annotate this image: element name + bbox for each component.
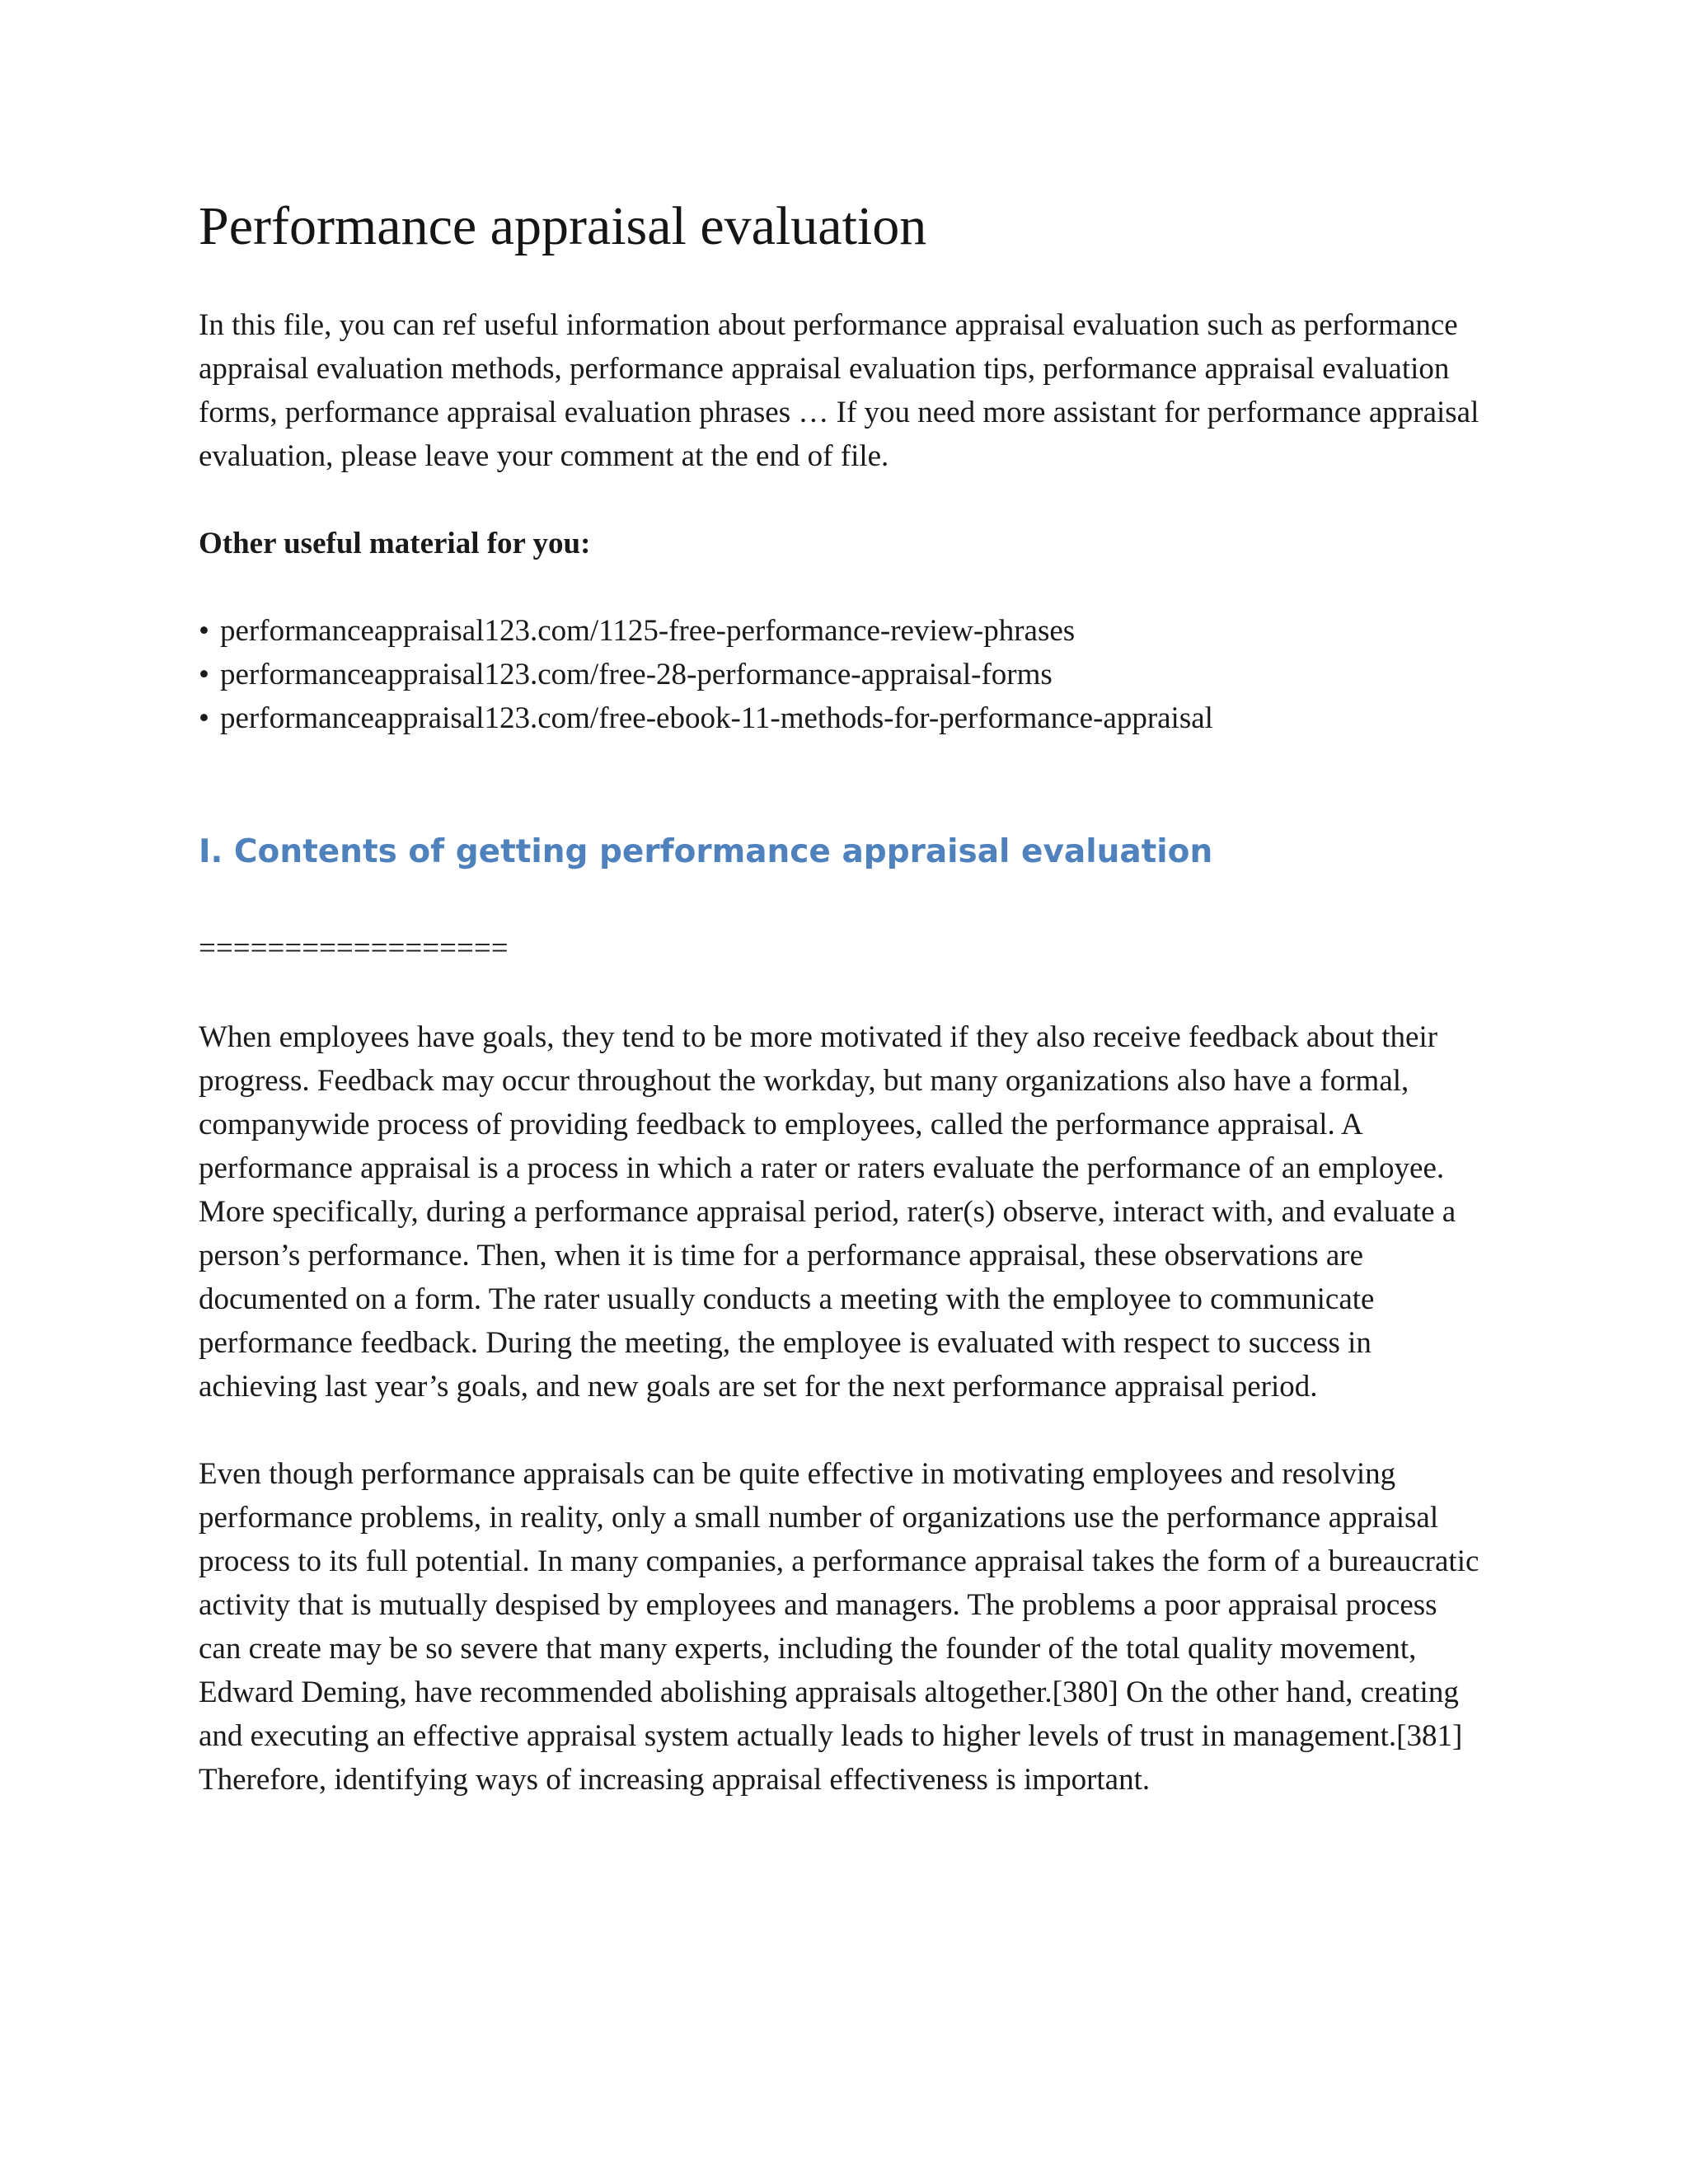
- body-paragraph-1: When employees have goals, they tend to be more motivated if they also receive feedback about their progress. Feedback may occur throughout the workday, but many organizations also have a formal, companywide process of providing feedback to employees, called the performance appraisal. A performance appraisal is a process in which a rater or raters evaluate the performance of an employee. More specifically, during a performance appraisal period, rater(s) observe, interact with, and evaluate a person’s performance. Then, when it is time for a performance appraisal, these observations are documented on a form. The rater usually conducts a meeting with the employee to communicate performance feedback. During the meeting, the employee is evaluated with respect to success in achieving last year’s goals, and new goals are set for the next performance appraisal period.: [199, 1020, 1456, 1404]
- intro-paragraph: In this file, you can ref useful information about performance appraisal evaluation such as performance appraisal evaluation methods, performance appraisal evaluation tips, performance appraisal evaluation forms, performance appraisal evaluation phrases … If you need more assistant for performance appraisal evaluation, please leave your comment at the end of file.: [199, 308, 1479, 473]
- other-material-heading: Other useful material for you:: [199, 527, 591, 560]
- link-text: performanceappraisal123.com/free-ebook-11-methods-for-performance-appraisal: [220, 701, 1213, 735]
- bullet-icon: •: [199, 701, 209, 735]
- document-content: [199, 191, 1484, 1845]
- bullet-icon: •: [199, 614, 209, 648]
- list-item: [199, 609, 1484, 653]
- document-title: Performance appraisal evaluation: [199, 196, 927, 256]
- list-item: [199, 653, 1484, 696]
- section-heading: I. Contents of getting performance appraisal evaluation: [199, 833, 1213, 870]
- link-text: performanceappraisal123.com/1125-free-performance-review-phrases: [220, 614, 1076, 648]
- body-paragraph-2: Even though performance appraisals can be quite effective in motivating employees and resolving performance problems, in reality, only a small number of organizations use the performance appraisal process to its full potential. In many companies, a performance appraisal takes the form of a bureaucratic activity that is mutually despised by employees and managers. The problems a poor appraisal process can create may be so severe that many experts, including the founder of the total quality movement, Edward Deming, have recommended abolishing appraisals altogether.[380] On the other hand, creating and executing an effective appraisal system actually leads to higher levels of trust in management.[381] Therefore, identifying ways of increasing appraisal effectiveness is important.: [199, 1457, 1479, 1797]
- text-divider: ==================: [199, 931, 509, 965]
- list-item: [199, 696, 1484, 740]
- link-text: performanceappraisal123.com/free-28-performance-appraisal-forms: [220, 658, 1053, 691]
- bullet-icon: •: [199, 658, 209, 691]
- useful-links-list: [199, 609, 1484, 740]
